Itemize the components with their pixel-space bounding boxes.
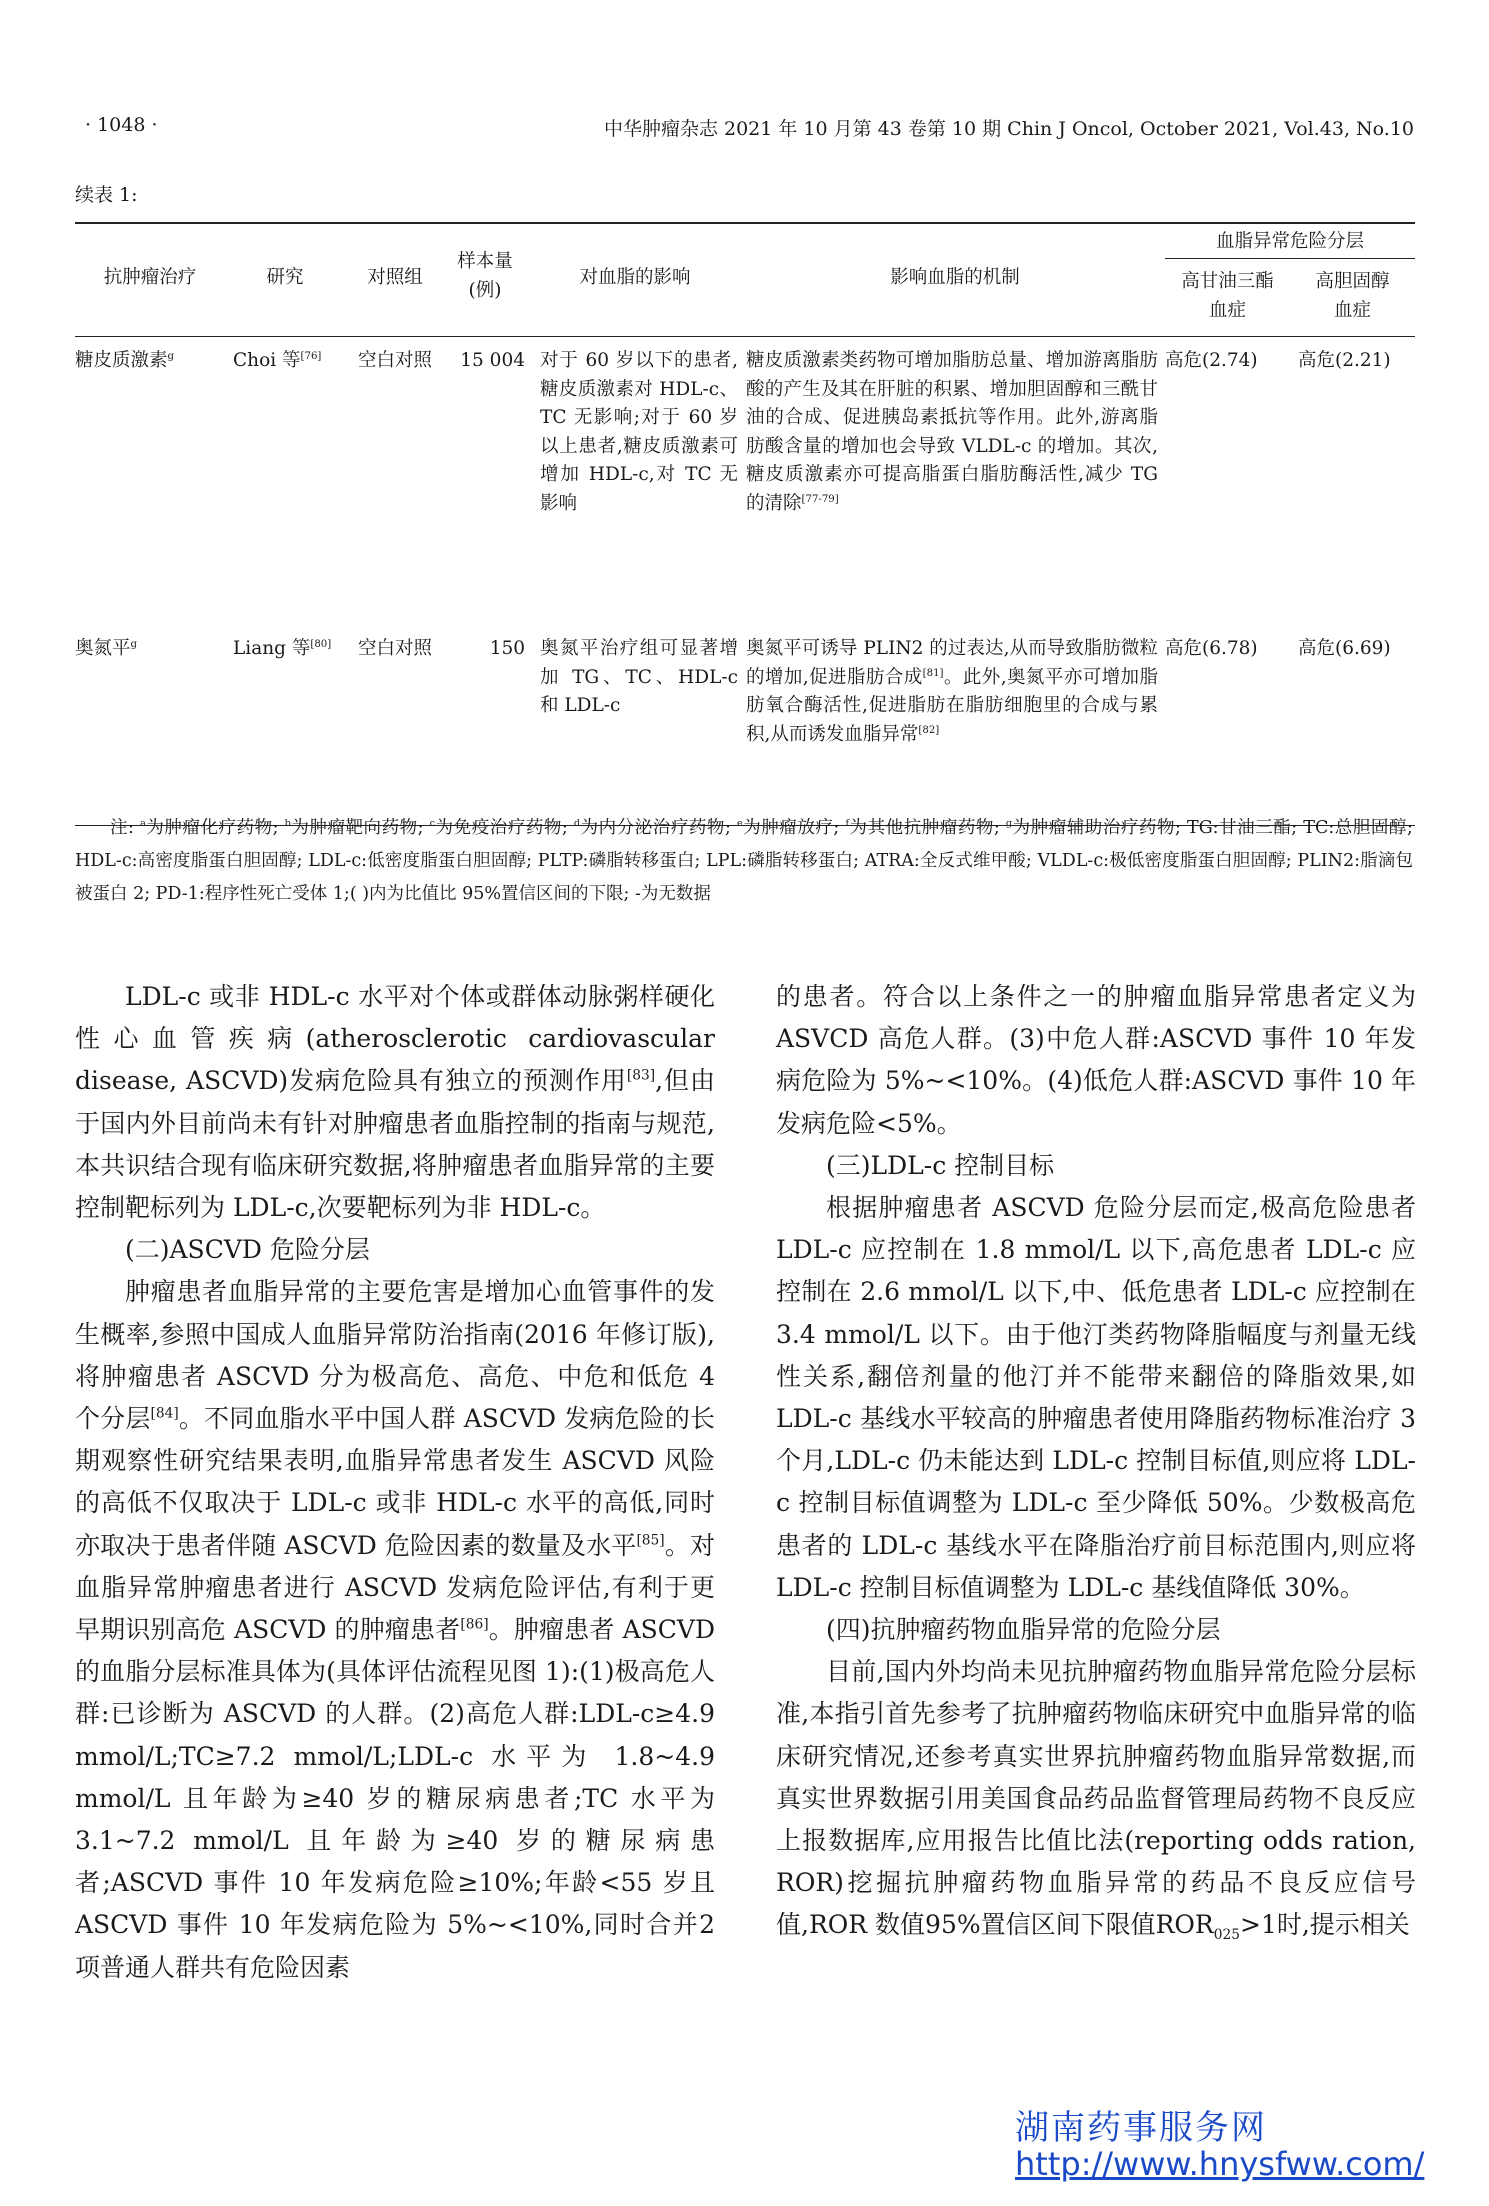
cell-tc-risk: 高危(6.69) [1298, 638, 1391, 659]
text-run: 目前,国内外均尚未见抗肿瘤药物血脂异常危险分层标准,本指引首先参考了抗肿瘤药物临床研究中血脂异常的临床研究情况,还参考真实世界抗肿瘤药物血脂异常数据,而真实世界数据引用美国食品药品监督管理局药物不良反应上报数据库,应用报告比值比法(reporting odds ration, ROR)挖掘抗肿瘤药物血脂异常的药品不良反应信号值,ROR 数值95%置信区间下限值ROR [776, 1657, 1416, 1940]
note-item: 为肿瘤放疗; [742, 818, 840, 838]
section-heading: (四)抗肿瘤药物血脂异常的危险分层 [826, 1615, 1221, 1645]
th-tc-risk-l1: 高胆固醇 [1315, 271, 1390, 292]
th-study: 研究 [266, 267, 304, 288]
text-run: 。对血脂异常肿瘤患者进行 ASCVD 发病危险评估,有利于更早期识别高危 ASCVD 的肿瘤患者 [75, 1530, 715, 1645]
table-row [75, 337, 1415, 625]
cell-mechanism [746, 635, 1158, 749]
study-name: Liang 等 [233, 638, 311, 659]
cell-mechanism [746, 347, 1158, 519]
th-risk-group: 血脂异常危险分层 [1215, 231, 1364, 252]
paragraph: 根据肿瘤患者 ASCVD 危险分层而定,极高危险患者 LDL-c 应控制在 1.8 mmol/L 以下,高危患者 LDL-c 应控制在 2.6 mmol/L 以下,中、低危患者 LDL-c 应控制在 3.4 mmol/L 以下。由于他汀类药物降脂幅度与剂量无线性关系,翻倍剂量的他汀并不能带来翻倍的降脂效果,如 LDL-c 基线水平较高的肿瘤患者使用降脂药物标准治疗 3 个月,LDL-c 仍未能达到 LDL-c 控制目标值,则应将 LDL-c 控制目标值调整为 LDL-c 至少降低 50%。少数极高危患者的 LDL-c 基线水平在降脂治疗前目标范围内,则应将 LDL-c 控制目标值调整为 LDL-c 基线值降低 30%。 [776, 1193, 1416, 1602]
th-tc-risk-l2: 血症 [1333, 299, 1371, 321]
table-continued-label: 续表 1: [75, 184, 138, 206]
text-run: LDL-c 或非 HDL-c 水平对个体或群体动脉粥样硬化性心血管疾病(atherosclerotic cardiovascular disease, ASCVD)发病危险具有独立的预测作用 [75, 982, 715, 1096]
text-run: >1时,提示相关 [1240, 1910, 1410, 1940]
th-group-rule [1165, 258, 1415, 259]
note-item: 为其他抗肿瘤药物; [849, 818, 1000, 838]
body-left-column [75, 976, 715, 1989]
note-sup: f [845, 818, 850, 830]
running-header [75, 110, 1414, 144]
note-sup: b [284, 818, 291, 830]
note-sup: a [140, 818, 146, 830]
study-ref: [80] [310, 638, 332, 650]
section-heading: (二)ASCVD 危险分层 [125, 1235, 370, 1265]
note-item: 为肿瘤辅助治疗药物; [1012, 818, 1181, 838]
table-header [75, 222, 1415, 337]
watermark-url[interactable]: http://www.hnysfww.com/ [1015, 2145, 1425, 2183]
note-item: 为肿瘤化疗药物; [145, 818, 279, 838]
cell-sample: 150 [489, 638, 525, 659]
therapy-sup: g [167, 350, 175, 362]
mechanism-text-a: 奥氮平可诱导 PLIN2 的过表达,从而导致脂肪微粒的增加,促进脂肪合成 [746, 638, 1158, 688]
note-item: 为肿瘤靶向药物; [290, 818, 424, 838]
mechanism-ref: [77-79] [801, 493, 839, 505]
page-number: · 1048 · [85, 114, 158, 136]
cell-tc-risk: 高危(2.21) [1298, 350, 1391, 371]
study-ref: [76] [300, 350, 322, 362]
text-run: 。肿瘤患者 ASCVD 的血脂分层标准具体为(具体评估流程见图 1):(1)极高危人群:已诊断为 ASCVD 的人群。(2)高危人群:LDL-c≥4.9 mmol/L;TC≥7.2 mmol/L;LDL-c 水平为 1.8~4.9 mmol/L 且年龄为≥40 岁的糖尿病患者;TC 水平为 3.1~7.2 mmol/L 且年龄为≥40 岁的糖尿病患者;ASCVD 事件 10 年发病危险≥10%;年龄<55 岁且 ASCVD 事件 10 年发病危险为 5%~<10%,同时合并2项普通人群共有危险因素 [75, 1615, 715, 1982]
note-item: 为内分泌治疗药物; [580, 818, 731, 838]
paragraph [776, 1651, 1416, 1956]
note-sup: c [429, 818, 436, 830]
text-run: 。不同血脂水平中国人群 ASCVD 发病危险的长期观察性研究结果表明,血脂异常患者发生 ASCVD 风险的高低不仅取决于 LDL-c 或非 HDL-c 水平的高低,同时亦取决于患者伴随 ASCVD 危险因素的数量及水平 [75, 1404, 715, 1560]
mechanism-ref-a: [81] [922, 667, 944, 679]
citation-ref: [85] [636, 1532, 665, 1549]
cell-study [225, 635, 353, 664]
cell-study [225, 347, 353, 376]
table-note-text [75, 812, 1413, 911]
th-tg-risk [1165, 268, 1290, 325]
th-sample [445, 248, 525, 305]
body-right-column [776, 976, 1416, 1957]
cell-therapy [75, 635, 225, 664]
therapy-name: 糖皮质激素 [75, 350, 168, 371]
th-tg-risk-l1: 高甘油三酯 [1181, 271, 1274, 292]
watermark-name: 湖南药事服务网 [1015, 2108, 1267, 2148]
watermark [1015, 2100, 1425, 2183]
th-effect: 对血脂的影响 [579, 267, 691, 288]
mechanism-ref-b: [82] [918, 724, 940, 736]
cell-effect: 对于 60 岁以下的患者,糖皮质激素对 HDL-c、TC 无影响;对于 60 岁以上患者,糖皮质激素可增加 HDL-c,对 TC 无影响 [540, 350, 738, 514]
lipid-risk-table [75, 222, 1415, 826]
th-mechanism: 影响血脂的机制 [890, 267, 1020, 288]
therapy-sup: g [130, 638, 138, 650]
note-sup: d [573, 818, 581, 830]
note-prefix: 注: [110, 818, 134, 838]
th-tg-risk-l2: 血症 [1208, 299, 1246, 321]
note-item: 为免疫治疗药物; [435, 818, 568, 838]
text-run: ,但由于国内外目前尚未有针对肿瘤患者血脂控制的指南与规范,本共识结合现有临床研究数据,将肿瘤患者血脂异常的主要控制靶标列为 LDL-c,次要靶标列为非 HDL-c。 [75, 1066, 715, 1223]
th-tc-risk [1290, 268, 1415, 325]
note-abbreviations: TG:甘油三酯; TC:总胆固醇; HDL-c:高密度脂蛋白胆固醇; LDL-c:低密度脂蛋白胆固醇; PLTP:磷脂转移蛋白; LPL:磷脂转移蛋白; ATRA:全反式维甲酸; VLDL-c:极低密度脂蛋白胆固醇; PLIN2:脂滴包被蛋白 2; PD-1:程序性死亡受体 1;( )内为比值比 95%置信区间的下限; -为无数据 [75, 818, 1413, 904]
citation-ref: [84] [150, 1405, 179, 1422]
text-run: 肿瘤患者血脂异常的主要危害是增加心血管事件的发生概率,参照中国成人血脂异常防治指南(2016 年修订版),将肿瘤患者 ASCVD 分为极高危、高危、中危和低危 4 个分层 [75, 1277, 715, 1434]
paragraph: 的患者。符合以上条件之一的肿瘤血脂异常患者定义为 ASVCD 高危人群。(3)中危人群:ASCVD 事件 10 年发病危险为 5%~<10%。(4)低危人群:ASCVD 事件 10 年发病危险<5%。 [776, 982, 1416, 1138]
citation-ref: [83] [626, 1068, 656, 1085]
cell-tg-risk: 高危(6.78) [1165, 638, 1258, 659]
cell-effect: 奥氮平治疗组可显著增加 TG、TC、HDL-c 和 LDL-c [540, 638, 738, 717]
th-therapy: 抗肿瘤治疗 [103, 267, 197, 288]
therapy-name: 奥氮平 [75, 638, 131, 659]
mechanism-text-b: 。此外,奥氮平亦可增加脂肪氧合酶活性,促进脂肪在脂肪细胞里的合成与累积,从而诱发血脂异常 [746, 666, 1158, 745]
th-control: 对照组 [367, 267, 423, 288]
citation-ref: [86] [460, 1616, 489, 1633]
cell-control: 空白对照 [357, 638, 432, 659]
th-sample-unit: (例) [468, 279, 502, 301]
th-sample-label: 样本量 [457, 251, 513, 272]
table-row [75, 625, 1415, 826]
paragraph [75, 1271, 715, 1988]
note-sup: g [1005, 818, 1013, 830]
section-heading: (三)LDL-c 控制目标 [826, 1150, 1055, 1180]
table-notes [75, 812, 1413, 911]
note-sup: e [736, 818, 743, 830]
paragraph [75, 976, 715, 1229]
mechanism-text: 糖皮质激素类药物可增加脂肪总量、增加游离脂肪酸的产生及其在肝脏的积累、增加胆固醇和三酰甘油的合成、促进胰岛素抵抗等作用。此外,游离脂肪酸含量的增加也会导致 VLDL-c 的增加。其次,糖皮质激素亦可提高脂蛋白脂肪酶活性,减少 TG 的清除 [746, 350, 1158, 514]
study-name: Choi 等 [233, 350, 301, 371]
subscript: 025 [1213, 1927, 1240, 1944]
cell-sample: 15 004 [460, 350, 525, 371]
cell-tg-risk: 高危(2.74) [1165, 350, 1258, 371]
cell-therapy [75, 347, 225, 376]
cell-control: 空白对照 [357, 350, 432, 371]
journal-citation: 中华肿瘤杂志 2021 年 10 月第 43 卷第 10 期 Chin J Oncol, October 2021, Vol.43, No.10 [603, 118, 1414, 140]
